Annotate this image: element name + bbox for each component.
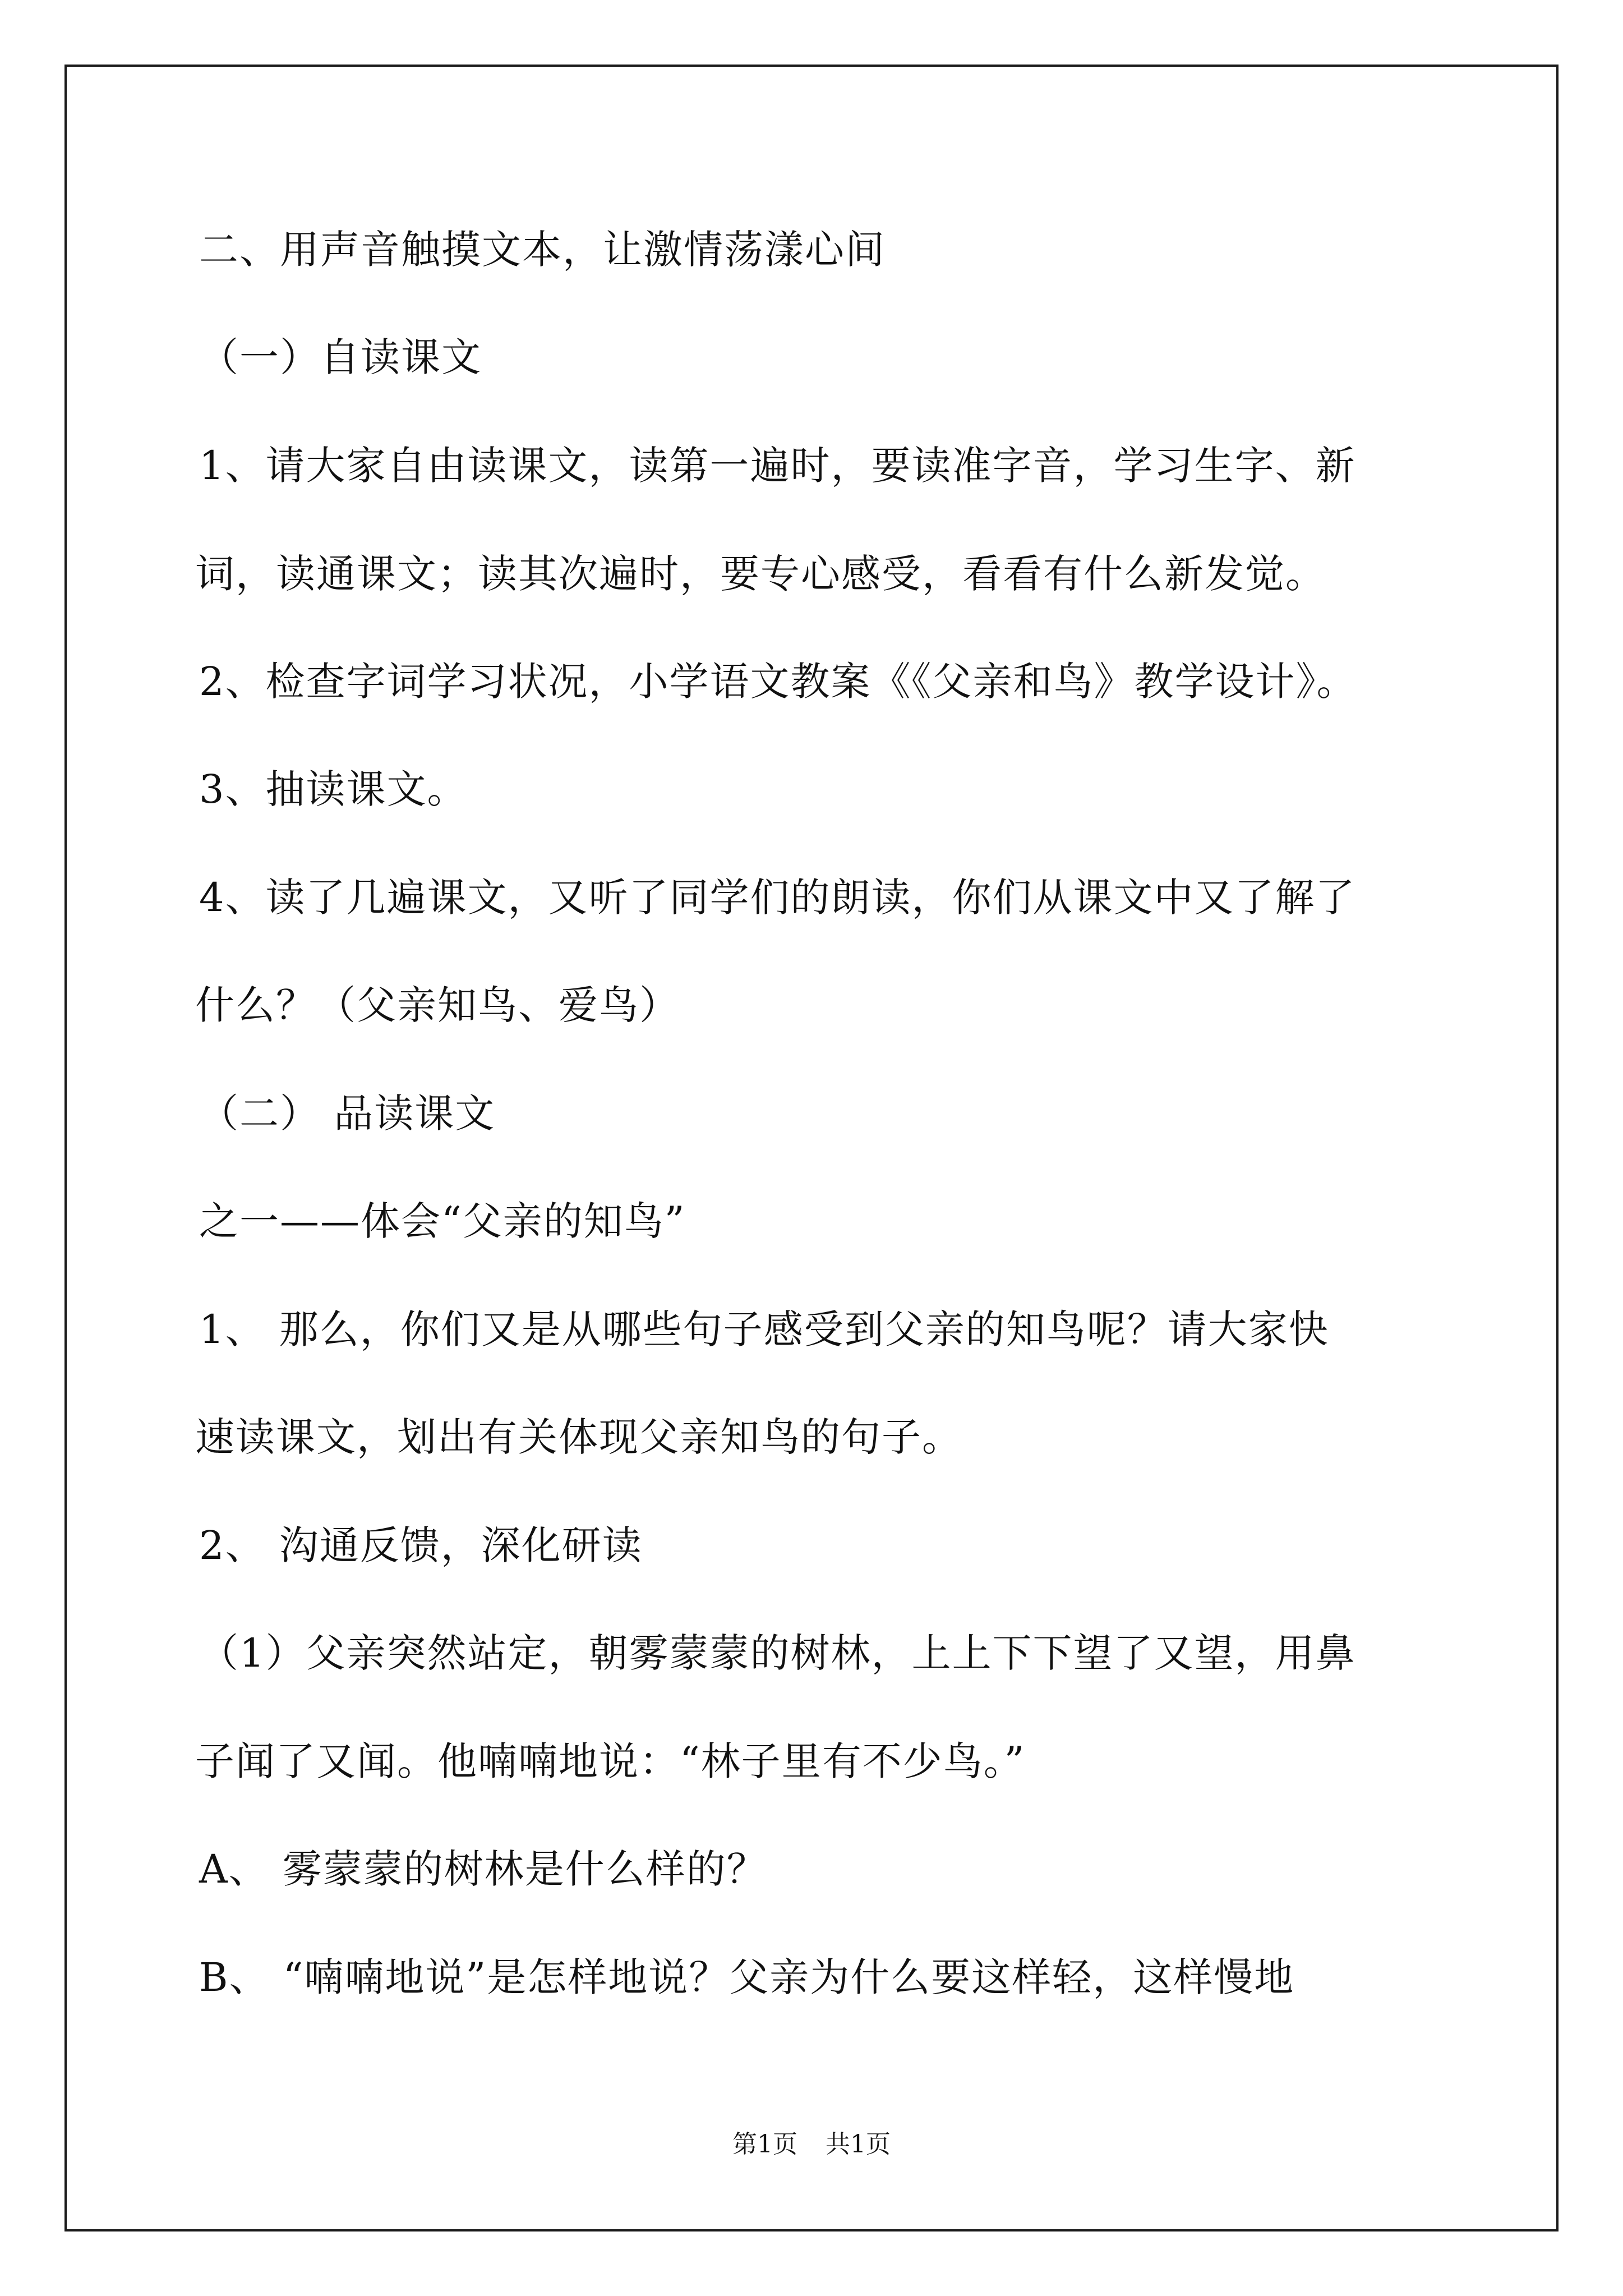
subheading-part-one: 之一——体会“父亲的知鸟” [199,1198,686,1244]
paragraph-line: B、 “喃喃地说”是怎样地说？父亲为什么要这样轻，这样慢地 [199,1954,1295,2000]
paragraph-line: 词，读通课文；读其次遍时，要专心感受，看看有什么新发觉。 [195,551,1326,597]
paragraph-line: 4、读了几遍课文，又听了同学们的朗读，你们从课文中又了解了 [199,875,1356,921]
page-number-current: 第1页 [732,2130,797,2159]
page-number-total: 共1页 [826,2130,891,2159]
paragraph-line: 2、 沟通反馈，深化研读 [199,1522,643,1568]
paragraph-line: 速读课文，划出有关体现父亲知鸟的句子。 [195,1414,962,1460]
paragraph-line: 3、抽读课文。 [199,766,468,812]
paragraph-line: A、 雾蒙蒙的树林是什么样的？ [199,1846,767,1892]
heading-close-reading: （二） 品读课文 [199,1091,496,1137]
paragraph-line: 1、 那么，你们又是从哪些句子感受到父亲的知鸟呢？请大家快 [199,1306,1329,1352]
paragraph-line: （1）父亲突然站定，朝雾蒙蒙的树林，上上下下望了又望，用鼻 [199,1630,1356,1676]
paragraph-line: 1、请大家自由读课文，读第一遍时，要读准字音，学习生字、新 [199,443,1356,489]
paragraph-line: 子闻了又闻。他喃喃地说：“林子里有不少鸟。” [195,1738,1026,1784]
page-border [64,65,1559,2231]
paragraph-line: 2、检查字词学习状况，小学语文教案《《父亲和鸟》教学设计》。 [199,659,1357,705]
paragraph-line: 什么？（父亲知鸟、爱鸟） [195,982,680,1028]
page-footer [0,2129,1623,2160]
heading-section-two: 二、用声音触摸文本，让激情荡漾心间 [199,227,886,273]
heading-self-reading: （一）自读课文 [199,334,482,380]
